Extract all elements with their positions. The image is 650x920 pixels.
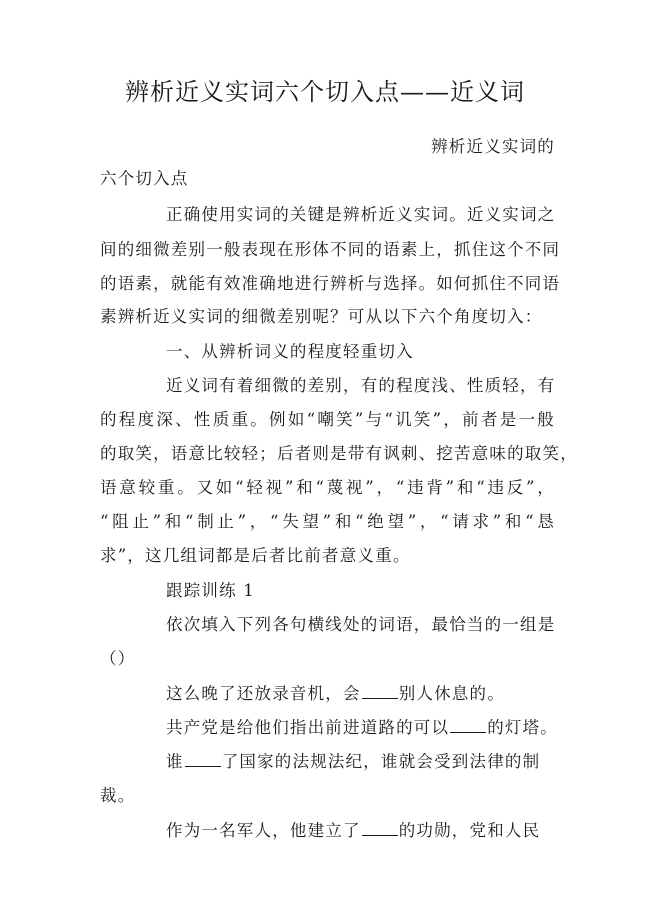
intro-line-1: 正确使用实词的关键是辨析近义实词。近义实词之 xyxy=(166,205,556,224)
sentence-4-part-b: 的功勋，党和人民 xyxy=(398,821,541,840)
fill-blank-3[interactable] xyxy=(185,752,221,767)
fill-blank-4[interactable] xyxy=(362,821,398,836)
intro-line-3: 的语素，就能有效准确地进行辨析与选择。如何抓住不同语 xyxy=(100,274,561,293)
subtitle-right: 辨析近义实词的 xyxy=(431,137,555,156)
sentence-1-part-b: 别人休息的。 xyxy=(398,684,505,703)
sentence-3-part-b: 了国家的法规法纪，谁就会受到法律的制 xyxy=(221,752,541,771)
section-1-line-6: 求”，这几组词都是后者比前者意义重。 xyxy=(100,546,411,565)
exercise-sentence-2 xyxy=(100,714,559,742)
sentence-4-part-a: 作为一名军人，他建立了 xyxy=(166,821,361,840)
subtitle-left: 六个切入点 xyxy=(100,169,189,188)
exercise-sentence-1 xyxy=(100,680,555,708)
intro-line-2: 间的细微差别一般表现在形体不同的语素上，抓住这个不同 xyxy=(100,240,561,259)
section-1-line-1: 近义词有着细微的差别，有的程度浅、性质轻，有 xyxy=(166,376,556,395)
sentence-2-part-a: 共产党是给他们指出前进道路的可以 xyxy=(166,718,450,737)
exercise-heading: 跟踪训练 1 xyxy=(166,581,255,600)
exercise-sentence-3-continued: 裁。 xyxy=(100,786,136,805)
exercise-sentence-4 xyxy=(100,817,555,845)
section-1-line-5: “阻止”和“制止”，“失望”和“绝望”，“请求”和“恳 xyxy=(100,512,555,531)
intro-line-4: 素辨析近义实词的细微差别呢？可从以下六个角度切入： xyxy=(100,307,543,326)
sentence-1-part-a: 这么晚了还放录音机，会 xyxy=(166,684,361,703)
sentence-3-part-a: 谁 xyxy=(166,752,184,771)
section-1-line-2: 的程度深、性质重。例如“嘲笑”与“讥笑”，前者是一般 xyxy=(100,410,555,429)
section-1-line-4: 语意较重。又如“轻视”和“蔑视”，“违背”和“违反”， xyxy=(100,478,555,497)
fill-blank-2[interactable] xyxy=(450,718,486,733)
fill-blank-1[interactable] xyxy=(362,684,398,699)
exercise-instruction-1: 依次填入下列各句横线处的词语，最恰当的一组是 xyxy=(166,615,556,634)
exercise-instruction-2: （） xyxy=(100,649,136,668)
section-1-line-3: 的取笑，语意比较轻；后者则是带有讽刺、挖苦意味的取笑， xyxy=(100,444,578,463)
sentence-2-part-b: 的灯塔。 xyxy=(487,718,559,737)
exercise-sentence-3 xyxy=(100,748,555,776)
document-title: 辨析近义实词六个切入点——近义词 xyxy=(125,78,525,106)
section-1-heading: 一、从辨析词义的程度轻重切入 xyxy=(166,342,414,361)
